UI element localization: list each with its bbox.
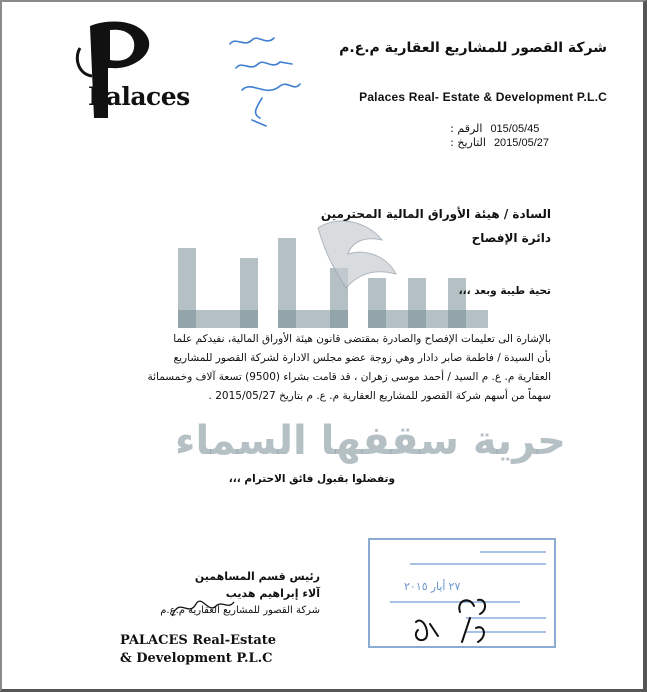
- date-value: 2015/05/27: [493, 137, 549, 149]
- recipient-title: السادة / هيئة الأوراق المالية المحترمين: [320, 207, 551, 221]
- signatory-name: آلاء إبراهيم هديب: [225, 587, 320, 600]
- date-label: التاريخ :: [450, 136, 486, 149]
- signatory-title: رئيس قسم المساهمين: [194, 570, 320, 583]
- received-stamp: [368, 538, 556, 648]
- company-name-arabic: شركة القصور للمشاريع العقارية م.ع.م: [339, 40, 607, 56]
- logo-wordmark: Palaces: [88, 82, 190, 111]
- body-line: سهماً من أسهم شركة القصور للمشاريع العقارية م. ع. م بتاريخ 2015/05/27 .: [208, 390, 551, 402]
- sig-en-line1: PALACES Real-Estate: [120, 633, 277, 648]
- greeting: تحية طيبة وبعد ،،،: [458, 285, 551, 297]
- document-meta: [450, 122, 549, 150]
- letter-body: [101, 330, 551, 406]
- body-line: العقارية م. ع. م السيد / أحمد موسى زهران ، قد قامت بشراء (9500) تسعة آلاف وخمسمائة: [147, 371, 551, 383]
- signature-scribble-icon: [168, 590, 238, 624]
- ref-label: الرقم :: [450, 122, 483, 135]
- handwritten-note-icon: [222, 28, 312, 133]
- signatory-company-en: [120, 632, 276, 668]
- stamp-date-icon: ٢٧ أيار ٢٠١٥: [404, 581, 461, 593]
- palaces-p-logo-icon: [60, 18, 180, 128]
- signatory-company-ar: شركة القصور للمشاريع العقارية م.ع.م: [160, 605, 320, 616]
- recipient-block: [321, 202, 551, 250]
- company-name-english: Palaces Real- Estate & Development P.L.C: [359, 90, 607, 104]
- recipient-department: دائرة الإفصاح: [471, 231, 551, 245]
- stamp-marks-icon: [370, 540, 554, 646]
- company-logo: [60, 18, 190, 128]
- closing-line: وتفضلوا بقبول فائق الاحترام ،،،: [228, 473, 395, 485]
- ref-value: 015/05/45: [490, 123, 540, 135]
- body-line: بأن السيدة / فاطمة صابر دادار وهي زوجة عضو مجلس الادارة لشركة القصور للمشاريع: [173, 352, 551, 364]
- sig-en-line2: & Development P.L.C: [120, 651, 273, 666]
- body-line: بالإشارة الى تعليمات الإفصاح والصادرة بمقتضى قانون هيئة الأوراق المالية، نفيدكم علما: [173, 333, 551, 345]
- watermark-slogan: حرية سقفها السماء: [175, 418, 566, 464]
